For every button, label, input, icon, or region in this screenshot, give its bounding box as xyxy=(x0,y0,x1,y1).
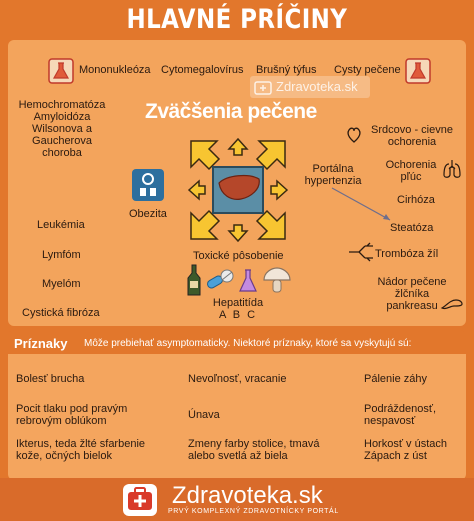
cause-liver-cysts: Cysty pečene xyxy=(334,64,401,76)
cause-storage-diseases xyxy=(12,99,112,159)
cause-myeloma: Myelóm xyxy=(42,278,81,290)
cause-cardiovascular xyxy=(362,124,462,148)
cause-steatosis: Steatóza xyxy=(390,222,434,234)
title-bar xyxy=(0,0,474,40)
symptom-irritability xyxy=(364,403,436,427)
line: alebo svetlá až biela xyxy=(188,450,288,462)
line: hypertenzia xyxy=(304,175,362,187)
line: Podráždenosť, xyxy=(364,403,437,415)
cause-toxic: Toxické pôsobenie xyxy=(193,250,284,262)
line: Wilsonova a xyxy=(32,123,92,135)
symptoms-header xyxy=(8,332,466,354)
line: žlčníka xyxy=(394,288,430,300)
center-title: Zväčšenia pečene xyxy=(145,100,317,123)
footer-logo[interactable]: Zdravoteka.sk xyxy=(172,482,323,509)
cause-vein-thrombosis: Trombóza žíl xyxy=(375,248,439,260)
line: Ikterus, teda žlté sfarbenie xyxy=(16,438,146,450)
heart-icon xyxy=(346,126,362,144)
line: nespavosť xyxy=(364,415,416,427)
line: Pocit tlaku pod pravým xyxy=(16,403,128,415)
symptom-heartburn: Pálenie záhy xyxy=(364,373,427,385)
enlarged-liver-icon xyxy=(187,137,289,243)
cause-cmv: Cytomegalovírus xyxy=(161,64,244,76)
symptom-jaundice xyxy=(16,438,145,462)
scale-icon xyxy=(131,168,165,202)
line: rebrovým oblúkom xyxy=(16,415,107,427)
line: choroba xyxy=(42,147,82,159)
line: pľúc xyxy=(400,171,422,183)
cause-lymphoma: Lymfóm xyxy=(42,249,81,261)
line: kože, očných bielok xyxy=(16,450,112,462)
pancreas-icon xyxy=(440,296,464,312)
symptom-bitter-taste xyxy=(364,438,447,462)
watermark-icon xyxy=(254,78,272,96)
watermark-text: Zdravoteka.sk xyxy=(276,79,358,94)
line: Zmeny farby stolice, tmavá xyxy=(188,438,320,450)
symptom-fatigue: Únava xyxy=(188,409,220,421)
vein-icon xyxy=(347,242,375,262)
flask-icon xyxy=(48,58,74,84)
symptoms-intro: Môže prebiehať asymptomaticky. Niektoré príznaky, ktoré sa vyskytujú sú: xyxy=(84,338,412,349)
cause-portal-hypertension xyxy=(296,163,370,187)
cause-leukemia: Leukémia xyxy=(37,219,85,231)
cause-typhoid: Brušný týfus xyxy=(256,64,317,76)
pills-icon xyxy=(205,268,235,294)
cause-cystic-fibrosis: Cystická fibróza xyxy=(22,307,100,319)
footer-tagline: PRVÝ KOMPLEXNÝ ZDRAVOTNÍCKY PORTÁL xyxy=(168,508,339,515)
cause-obesity: Obezita xyxy=(129,208,167,220)
line: Gaucherova xyxy=(32,135,92,147)
bottle-icon xyxy=(187,264,201,296)
cause-lung-disease xyxy=(376,159,446,183)
line: Srdcovo - cievne xyxy=(371,124,453,136)
lungs-icon xyxy=(442,158,462,180)
symptom-abdominal-pain: Bolesť brucha xyxy=(16,373,85,385)
mushroom-icon xyxy=(262,266,292,294)
line: Portálna xyxy=(312,163,354,175)
connector-arrow xyxy=(330,186,396,224)
line: pankreasu xyxy=(386,300,438,312)
line: ochorenia xyxy=(387,136,437,148)
line: Hepatitída xyxy=(212,297,264,309)
line: A B C xyxy=(218,309,258,321)
cause-cirrhosis: Cirhóza xyxy=(397,194,435,206)
medkit-icon xyxy=(122,483,158,517)
symptom-stool xyxy=(188,438,319,462)
symptom-pressure xyxy=(16,403,127,427)
line: Zápach z úst xyxy=(364,450,427,462)
flask-icon xyxy=(405,58,431,84)
watermark xyxy=(250,76,370,98)
cause-mononucleosis: Mononukleóza xyxy=(79,64,151,76)
symptom-nausea: Nevoľnosť, vracanie xyxy=(188,373,287,385)
line: Amyloidóza xyxy=(33,111,91,123)
line: Hemochromatóza xyxy=(18,99,106,111)
page-title: HLAVNÉ PRÍČINY xyxy=(126,4,348,35)
line: Ochorenia xyxy=(385,159,437,171)
flask-icon xyxy=(238,268,258,294)
symptoms-title: Príznaky xyxy=(14,336,68,351)
cause-hepatitis xyxy=(208,297,268,321)
line: Horkosť v ústach xyxy=(364,438,447,450)
line: Nádor pečene xyxy=(377,276,447,288)
